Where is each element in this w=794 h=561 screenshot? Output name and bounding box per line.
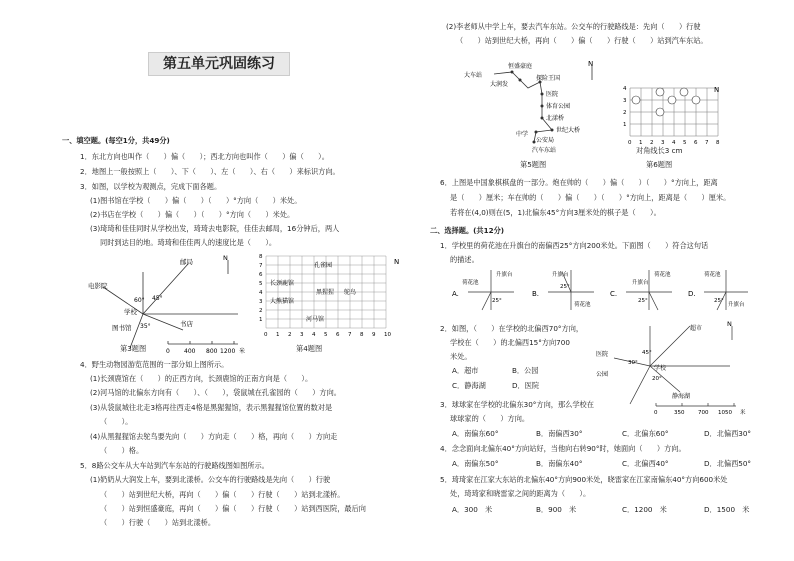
q6-text-line2: 是（ ）厘米；车在帅的（ ）偏（ ）（ ）°方向上，距离是（ ）厘米。	[450, 193, 731, 202]
fig5-caption: 第5题图	[520, 160, 547, 169]
c2-fig-hospital: 医院	[596, 351, 609, 358]
fig4-y-tick: 4	[259, 290, 263, 296]
c1-option-diagrams	[448, 266, 748, 312]
c2-fig-scale-350: 350	[674, 410, 685, 416]
fig5-beiyang-bridge: 北漾桥	[546, 115, 565, 122]
fig3-scale-800: 800	[206, 348, 218, 355]
fig6-caption: 第6题图	[646, 160, 673, 169]
c1-b-angle: 25°	[560, 284, 570, 290]
fig6-y-tick: 4	[623, 86, 627, 92]
c5-option-d[interactable]: D．1500 米	[704, 505, 750, 514]
c1-option-b: B.	[532, 290, 540, 298]
fig3-angle-45: 45°	[152, 295, 163, 302]
q4-2-text: (2)河马馆的北偏东方向有（ ）、（ ），袋鼠城在孔雀园的（ ）方向。	[90, 388, 341, 397]
c2-fig-super: 超市	[690, 325, 703, 332]
fig6-x-tick: 3	[661, 140, 665, 146]
c3-text-line1: 3．球球家在学校的北偏东30°方向，那么学校在	[440, 400, 594, 409]
fig3-cinema-label: 电影院	[88, 282, 108, 290]
fig4-x-tick: 9	[372, 332, 376, 338]
c4-option-a[interactable]: A．南偏东50°	[452, 459, 499, 468]
c1-b-pond: 荷花池	[574, 302, 591, 308]
fig4-hippo: 河马馆	[306, 316, 325, 323]
fig4-y-tick: 1	[259, 317, 263, 323]
q3-1-text: (1)图书馆在学校（ ）偏（ ）（ ）°方向（ ）米处。	[90, 196, 302, 205]
fig5-adventure: 探险王国	[536, 75, 561, 82]
c2-fig-north: N	[727, 320, 732, 328]
q4-4-text-line1: (4)从黑猩猩馆去鸵鸟要先向（ ）方向走（ ）格，再向（ ）方向走	[90, 432, 338, 441]
fig3-bookstore-label: 书店	[180, 320, 193, 328]
fig5-north: N	[588, 60, 594, 68]
c1-a-flag: 升旗台	[496, 272, 513, 278]
c2-option-a[interactable]: A．超市	[452, 366, 479, 375]
fig6-y-tick: 1	[623, 122, 627, 128]
q3-3-text-line1: (3)琦琦和佳佳同时从学校出发，琦琦去电影院，佳佳去邮局，16分钟后，两人	[90, 224, 340, 233]
fig6-x-tick: 2	[650, 140, 654, 146]
c1-d-pond: 荷花池	[704, 272, 721, 278]
q4-text: 4．野生动物园游览范围的一部分如上图所示。	[80, 360, 229, 369]
q4-3-text-line2: （ ）。	[100, 417, 133, 426]
fig4-x-tick: 3	[300, 332, 304, 338]
fig4-x-tick: 4	[312, 332, 316, 338]
fig6-diagonal-note: 对角线长3 cm	[636, 146, 683, 155]
fig3-angle-60: 60°	[134, 297, 145, 304]
fig4-x-tick: 10	[384, 332, 391, 338]
fig3-school-label: 学校	[124, 308, 137, 316]
fig5-police: 公安局	[536, 137, 555, 144]
fig4-x-tick: 7	[348, 332, 352, 338]
fig4-ostrich: 鸵鸟	[344, 289, 357, 296]
c1-a-pond: 荷花池	[462, 280, 479, 286]
c2-direction-figure	[590, 318, 750, 416]
c3-option-b[interactable]: B．南偏西30°	[536, 429, 583, 438]
c4-option-c[interactable]: C．北偏西40°	[622, 459, 669, 468]
fig4-peacock: 孔雀园	[314, 262, 333, 269]
fig4-x-tick: 5	[324, 332, 328, 338]
figure-5-bus-route	[464, 58, 614, 158]
fig5-hospital: 医院	[546, 91, 559, 98]
q5-2-text-line1: (2)李老师从中学上车，要去汽车东站。公交车的行驶路线是：先向（ ）行驶	[446, 22, 701, 31]
c1-option-a: A.	[452, 290, 459, 298]
fig5-start: 大车站	[464, 72, 483, 79]
fig5-middle-school: 中学	[516, 131, 529, 138]
c4-text: 4．念念面向北偏东40°方向站好，当他向右转90°时，她面向（ ）方向。	[440, 444, 686, 453]
q4-3-text-line1: (3)从袋鼠城往北走3格再往西走4格是黑猩猩馆，表示黑猩猩馆位置的数对是	[90, 403, 333, 412]
c1-text-line1: 1．学校里的荷花池在升旗台的南偏西25°方向200米处。下面图（ ）符合这句话	[440, 241, 709, 250]
c3-text-line2: 球球家的（ ）方向。	[450, 414, 530, 423]
fig6-north: N	[714, 86, 720, 94]
fig4-y-tick: 6	[259, 272, 263, 278]
fig4-y-tick: 8	[259, 254, 263, 260]
c4-option-d[interactable]: D．北偏西50°	[704, 459, 752, 468]
fig6-x-tick: 8	[716, 140, 720, 146]
fig4-north: N	[394, 258, 400, 266]
fig6-x-tick: 0	[628, 140, 632, 146]
q3-3-text-line2: 同时到达目的地。琦琦和佳佳两人的速度比是（ ）。	[100, 238, 277, 247]
c2-fig-scale-1050: 1050	[718, 410, 732, 416]
figure-4-zoo-grid	[256, 252, 406, 342]
c2-text-line1: 2．如图，（ ）在学校的北偏西70°方向，	[440, 324, 584, 333]
fig3-scale-0: 0	[166, 348, 170, 355]
c1-d-flag: 升旗台	[728, 302, 745, 308]
c2-text-line2: 学校在（ ）的北偏西15°方向700	[450, 338, 570, 347]
fig3-caption: 第3题图	[120, 344, 147, 353]
c2-fig-angle-30: 30°	[628, 360, 638, 366]
fig5-sports-park: 体育公园	[546, 103, 571, 110]
q3-2-text: (2)书店在学校（ ）偏（ ）（ ）°方向（ ）米处。	[90, 210, 295, 219]
c5-text-line1: 5．琦琦家在江家大东站的北偏东40°方向900米处，晓雷家在江家南偏东40°方向600米处	[440, 475, 728, 484]
q5-text: 5．8路公交车从大车站到汽车东站的行驶路线图如图所示。	[80, 461, 269, 470]
fig4-x-tick: 2	[288, 332, 292, 338]
fig3-post-label: 邮局	[180, 258, 193, 266]
c2-option-c[interactable]: C．静海湖	[452, 381, 486, 390]
q5-1-text-line4: （ ）行驶（ ）站到北漾桥。	[100, 518, 216, 527]
fig4-giraffe: 长颈鹿馆	[270, 280, 295, 287]
q1-text: 1．东北方向也叫作（ ）偏（ ）；西北方向也叫作（ ）偏（ ）。	[80, 152, 329, 161]
q5-1-text-line1: (1)奶奶从大润发上车，要到北漾桥。公交车的行驶路线是先向（ ）行驶	[90, 475, 331, 484]
fig4-y-tick: 5	[259, 281, 263, 287]
c2-fig-angle-20: 20°	[652, 376, 662, 382]
c1-d-angle: 25°	[714, 298, 724, 304]
fig3-north: N	[223, 254, 228, 262]
fig6-x-tick: 7	[705, 140, 709, 146]
c2-fig-scale-unit: 米	[740, 410, 746, 416]
c2-fig-lake: 静海湖	[672, 393, 691, 400]
fig6-y-tick: 2	[623, 110, 627, 116]
q5-2-text-line2: （ ）站到世纪大桥，再向（ ）偏（ ）行驶（ ）站到汽车东站。	[456, 36, 708, 45]
c2-text-line3: 米处。	[450, 352, 472, 361]
q5-1-text-line3: （ ）站到恒盛豪庭，再向（ ）偏（ ）行驶（ ）站到西医院，最后向	[100, 504, 366, 513]
c5-option-a[interactable]: A．300 米	[452, 505, 493, 514]
c2-fig-school: 学校	[654, 365, 667, 372]
q4-1-text: (1)长颈鹿馆在（ ）的正西方向，长颈鹿馆的正南方向是（ ）。	[90, 374, 313, 383]
fig6-x-tick: 1	[639, 140, 643, 146]
c3-option-a[interactable]: A．南偏东60°	[452, 429, 499, 438]
fig3-angle-35: 35°	[140, 323, 151, 330]
fig4-panda: 大熊猫馆	[270, 298, 295, 305]
c5-text-line2: 处，琦琦家和晓雷家之间的距离为（ ）。	[450, 489, 591, 498]
c1-c-angle: 25°	[638, 298, 648, 304]
fig3-scale-400: 400	[184, 348, 196, 355]
c2-fig-angle-45: 45°	[642, 350, 652, 356]
fig4-x-tick: 0	[264, 332, 268, 338]
c3-option-d[interactable]: D．北偏西30°	[704, 429, 752, 438]
page-title: 第五单元巩固练习	[148, 52, 290, 76]
c1-c-pond: 荷花池	[654, 272, 671, 278]
fig4-y-tick: 3	[259, 299, 263, 305]
section-2-heading: 二、选择题。(共12分)	[430, 226, 505, 235]
c1-c-flag: 升旗台	[632, 280, 649, 286]
fig4-y-tick: 2	[259, 308, 263, 314]
fig4-blackbear: 黑猩猩	[316, 289, 335, 296]
c1-option-c: C.	[610, 290, 618, 298]
fig4-x-tick: 8	[360, 332, 364, 338]
c3-option-c[interactable]: C．北偏东60°	[622, 429, 669, 438]
section-1-heading: 一、填空题。(每空1分，共49分)	[62, 136, 170, 145]
q5-1-text-line2: （ ）站到世纪大桥，再向（ ）偏（ ）行驶（ ）站到北漾桥。	[100, 490, 345, 499]
c2-fig-park: 公园	[596, 371, 609, 378]
fig5-east-station: 汽车东站	[532, 147, 557, 154]
c2-option-d[interactable]: D．医院	[512, 381, 540, 390]
c1-text-line2: 的描述。	[450, 255, 479, 264]
q6-text-line1: 6．上图是中国象棋棋盘的一部分。炮在帅的（ ）偏（ ）（ ）°方向上，距离	[440, 178, 718, 187]
fig6-x-tick: 6	[694, 140, 698, 146]
q6-text-line3: 若将在(4,0)则在(5，1)北偏东45°方向3厘米处的棋子是（ ）。	[450, 208, 661, 217]
fig5-hengsheng: 恒盛豪庭	[508, 63, 533, 70]
c2-option-b[interactable]: B．公园	[512, 366, 539, 375]
fig6-x-tick: 4	[672, 140, 676, 146]
fig3-library-label: 图书馆	[112, 324, 132, 332]
c1-a-angle: 25°	[492, 298, 502, 304]
c1-b-flag: 升旗台	[552, 272, 569, 278]
fig3-scale-1200: 1200	[220, 348, 236, 355]
q4-4-text-line2: （ ）格。	[100, 446, 144, 455]
c2-fig-scale-0: 0	[654, 410, 658, 416]
q2-text: 2．地图上一般按照上（ ）、下（ ）、左（ ）、右（ ）来标识方向。	[80, 167, 340, 176]
q3-text: 3．如图，以学校为观测点，完成下面各题。	[80, 182, 222, 191]
c5-option-c[interactable]: C．1200 米	[622, 505, 667, 514]
c4-option-b[interactable]: B．南偏东40°	[536, 459, 583, 468]
fig4-x-tick: 6	[336, 332, 340, 338]
fig5-darunfa: 大润发	[490, 81, 509, 88]
fig4-caption: 第4题图	[296, 344, 323, 353]
c2-fig-scale-700: 700	[698, 410, 709, 416]
fig4-x-tick: 1	[276, 332, 280, 338]
fig6-x-tick: 5	[683, 140, 687, 146]
c5-option-b[interactable]: B．900 米	[536, 505, 577, 514]
fig3-scale-unit: 米	[239, 348, 246, 355]
figure-3-direction-map	[88, 252, 248, 356]
fig4-y-tick: 7	[259, 263, 263, 269]
fig5-century-bridge: 世纪大桥	[556, 127, 581, 134]
c1-option-d: D.	[688, 290, 696, 298]
fig6-y-tick: 3	[623, 98, 627, 104]
